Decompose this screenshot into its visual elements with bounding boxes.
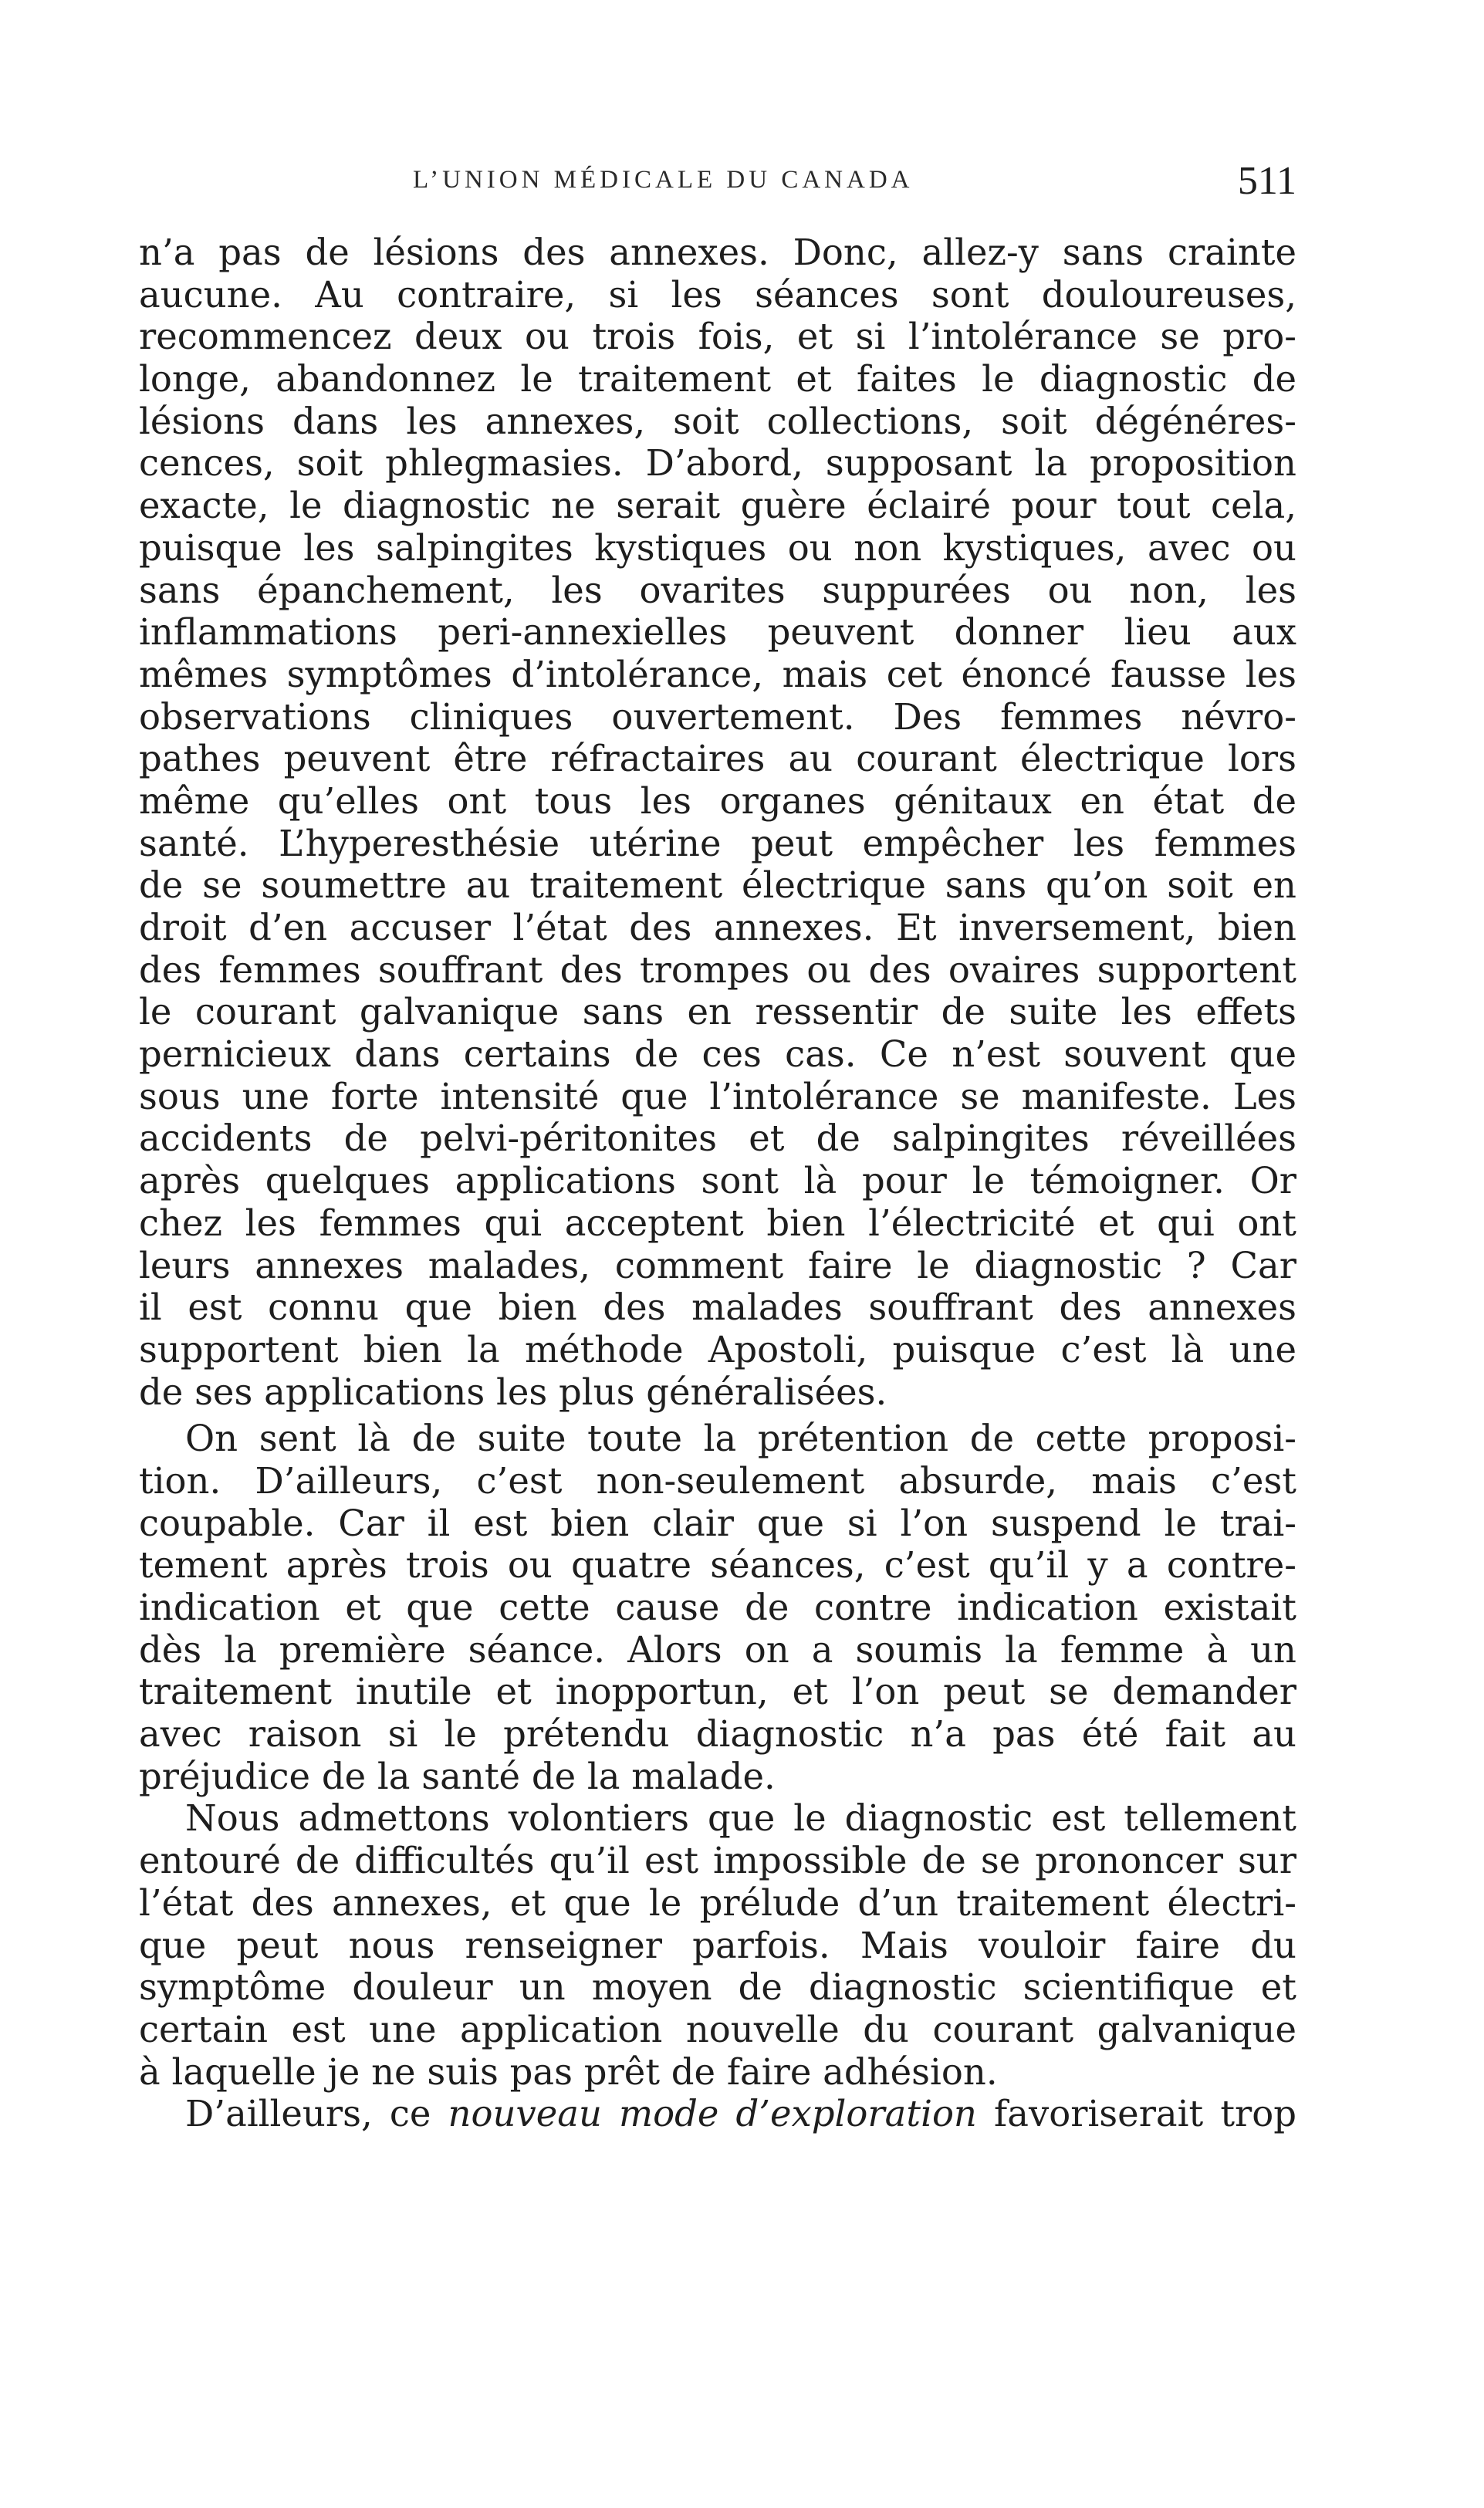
text-line: exacte, le diagnostic ne serait guère éclairé pour tout cela,: [139, 485, 1296, 527]
text-line: cences, soit phlegmasies. D’abord, supposant la proposition: [139, 442, 1296, 485]
text-line: dès la première séance. Alors on a soumis la femme à un: [139, 1628, 1296, 1671]
text-line: pathes peuvent être réfractaires au courant électrique lors: [139, 738, 1296, 780]
text-line: Nous admettons volontiers que le diagnostic est tellement: [185, 1797, 1296, 1840]
text-line: entouré de difficultés qu’il est impossible de se prononcer sur: [139, 1840, 1296, 1882]
text-line: puisque les salpingites kystiques ou non kystiques, avec ou: [139, 526, 1296, 569]
text-line: avec raison si le prétendu diagnostic n’a pas été fait au: [139, 1713, 1296, 1756]
text-line: de ses applications les plus généralisées.: [139, 1371, 887, 1413]
text-line: On sent là de suite toute la prétention de cette proposi-: [185, 1418, 1296, 1460]
text-line: traitement inutile et inopportun, et l’on peut se demander: [139, 1671, 1296, 1713]
text-line: droit d’en accuser l’état des annexes. Et inversement, bien: [139, 907, 1296, 948]
text-line: à laquelle je ne suis pas prêt de faire adhésion.: [139, 2050, 998, 2093]
running-title: L’UNION MÉDICALE DU CANADA: [413, 166, 914, 194]
page-number: 511: [1237, 159, 1296, 203]
text-line: lésions dans les annexes, soit collections, soit dégénéres-: [139, 400, 1296, 442]
text-line: l’état des annexes, et que le prélude d’un traitement électri-: [139, 1881, 1296, 1924]
text-line: recommencez deux ou trois fois, et si l’intolérance se pro-: [139, 316, 1296, 358]
text-line: aucune. Au contraire, si les séances sont douloureuses,: [139, 273, 1296, 316]
text-line: sous une forte intensité que l’intolérance se manifeste. Les: [139, 1075, 1296, 1117]
body-text: [139, 232, 1296, 2135]
text-line: inflammations peri-annexielles peuvent donner lieu aux: [139, 611, 1296, 654]
text-line-final: [139, 2093, 1296, 2135]
text-line: longe, abandonnez le traitement et faites le diagnostic de: [139, 358, 1296, 401]
paragraph-1: [139, 232, 1296, 1413]
text-line: chez les femmes qui acceptent bien l’électricité et qui ont: [139, 1202, 1296, 1244]
text-line: tion. D’ailleurs, c’est non-seulement absurde, mais c’est: [139, 1459, 1296, 1502]
text-line: certain est une application nouvelle du courant galvanique: [139, 2008, 1296, 2050]
text-line: mêmes symptômes d’intolérance, mais cet énoncé fausse les: [139, 653, 1296, 695]
text-line: même qu’elles ont tous les organes génitaux en état de: [139, 779, 1296, 822]
text-line: observations cliniques ouvertement. Des femmes névro-: [139, 695, 1296, 738]
text-line: accidents de pelvi-péritonites et de salpingites réveillées: [139, 1117, 1296, 1160]
text-line: symptôme douleur un moyen de diagnostic scientifique et: [139, 1966, 1296, 2009]
text-segment: favoriserait trop: [976, 2093, 1296, 2135]
text-line: après quelques applications sont là pour le témoigner. Or: [139, 1160, 1296, 1202]
text-segment: D’ailleurs, ce: [185, 2093, 448, 2135]
text-line: n’a pas de lésions des annexes. Donc, allez-y sans crainte: [139, 232, 1296, 273]
text-line: de se soumettre au traitement électrique sans qu’on soit en: [139, 864, 1296, 907]
text-line: le courant galvanique sans en ressentir de suite les effets: [139, 991, 1296, 1033]
paragraph-4: [139, 2093, 1296, 2135]
text-line: leurs annexes malades, comment faire le diagnostic ? Car: [139, 1244, 1296, 1286]
paragraph-3: [139, 1797, 1296, 2093]
running-head: [139, 158, 1296, 204]
text-line: coupable. Car il est bien clair que si l’on suspend le trai-: [139, 1502, 1296, 1544]
text-line: tement après trois ou quatre séances, c’est qu’il y a contre-: [139, 1544, 1296, 1587]
text-line: sans épanchement, les ovarites suppurées ou non, les: [139, 569, 1296, 611]
text-line: pernicieux dans certains de ces cas. Ce n’est souvent que: [139, 1033, 1296, 1076]
text-line: des femmes souffrant des trompes ou des ovaires supportent: [139, 948, 1296, 991]
text-line: indication et que cette cause de contre indication existait: [139, 1587, 1296, 1628]
text-line: que peut nous renseigner parfois. Mais vouloir faire du: [139, 1924, 1296, 1966]
text-line: préjudice de la santé de la malade.: [139, 1755, 776, 1797]
text-line: supportent bien la méthode Apostoli, puisque c’est là une: [139, 1328, 1296, 1371]
text-line: il est connu que bien des malades souffrant des annexes: [139, 1286, 1296, 1329]
paragraph-2: [139, 1418, 1296, 1797]
text-line: santé. L’hyperesthésie utérine peut empêcher les femmes: [139, 822, 1296, 864]
italic-phrase: nouveau mode d’exploration: [448, 2093, 977, 2135]
